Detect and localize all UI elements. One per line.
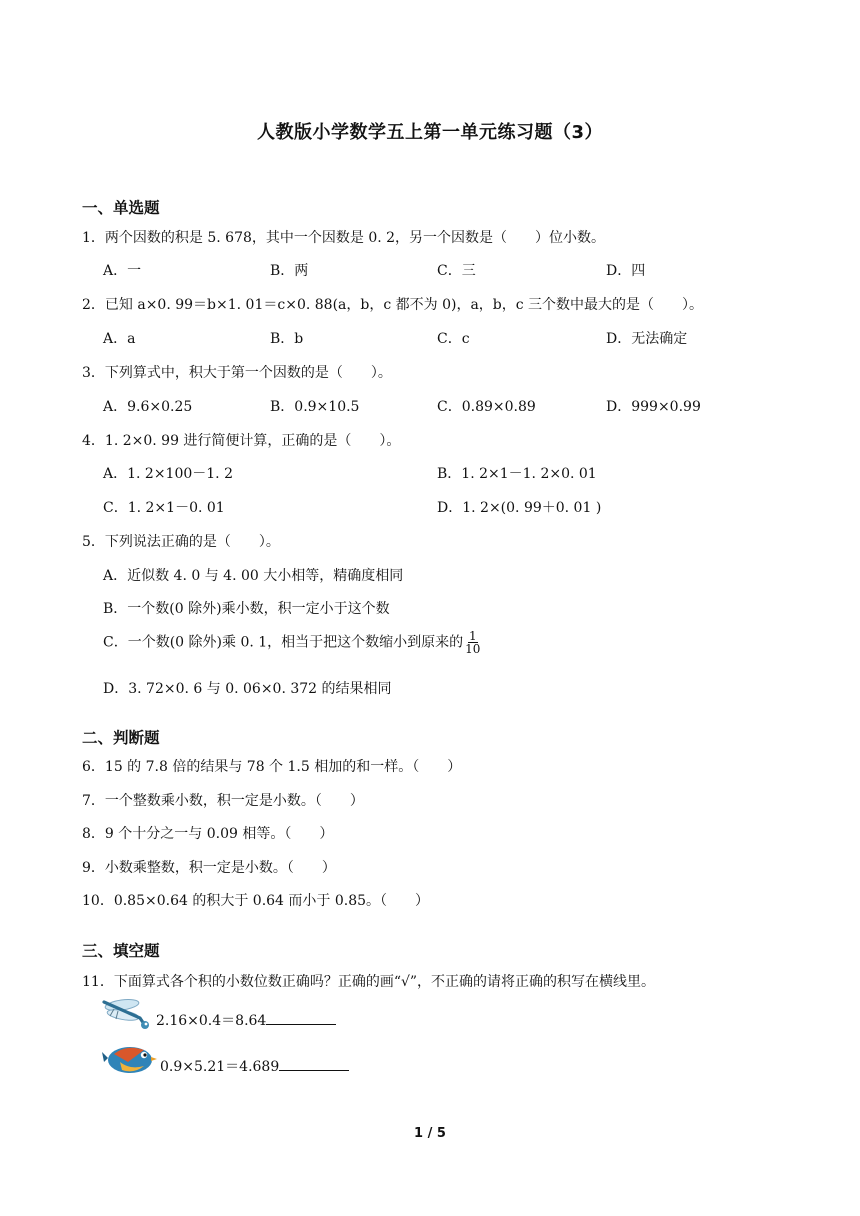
bird-icon xyxy=(100,1040,158,1078)
equation-2-text: 0.9×5.21＝4.689 xyxy=(160,1059,280,1075)
q3-option-d: D．999×0.99 xyxy=(606,399,701,415)
q4-option-c: C．1. 2×1－0. 01 xyxy=(103,500,225,516)
equation-2 xyxy=(160,1056,349,1076)
question-2: 2．已知 a×0. 99＝b×1. 01＝c×0. 88(a，b，c 都不为 0)，a，b，c 三个数中最大的是（ ）。 xyxy=(82,297,704,313)
q5-option-b: B．一个数(0 除外)乘小数，积一定小于这个数 xyxy=(103,601,390,617)
question-6: 6．15 的 7.8 倍的结果与 78 个 1.5 相加的和一样。（ ） xyxy=(82,759,462,775)
q2-option-c: C．c xyxy=(437,331,470,347)
answer-blank-1[interactable] xyxy=(266,1012,336,1025)
question-4: 4．1. 2×0. 99 进行简便计算，正确的是（ ）。 xyxy=(82,433,401,449)
question-7: 7．一个整数乘小数，积一定是小数。（ ） xyxy=(82,793,364,809)
section-heading-fill-blank: 三、填空题 xyxy=(82,942,160,960)
q2-option-b: B．b xyxy=(270,331,304,347)
dragonfly-icon xyxy=(100,996,154,1032)
section-heading-true-false: 二、判断题 xyxy=(82,729,160,747)
q3-option-a: A．9.6×0.25 xyxy=(103,399,193,415)
fraction-denominator: 10 xyxy=(465,642,481,656)
q1-option-d: D．四 xyxy=(606,263,646,279)
page-number: 1 / 5 xyxy=(414,1126,446,1141)
equation-1 xyxy=(156,1010,336,1030)
q4-option-d: D．1. 2×(0. 99＋0. 01 ) xyxy=(437,500,602,516)
q2-option-d: D．无法确定 xyxy=(606,331,688,347)
section-heading-single-choice: 一、单选题 xyxy=(82,199,160,217)
q4-option-b: B．1. 2×1－1. 2×0. 01 xyxy=(437,466,597,482)
q1-option-a: A．一 xyxy=(103,263,142,279)
q1-option-b: B．两 xyxy=(270,263,309,279)
equation-1-text: 2.16×0.4＝8.64 xyxy=(156,1013,267,1029)
q3-option-b: B．0.9×10.5 xyxy=(270,399,360,415)
fraction xyxy=(464,630,481,655)
q5-option-d: D．3. 72×0. 6 与 0. 06×0. 372 的结果相同 xyxy=(103,681,392,697)
q4-option-a: A．1. 2×100－1. 2 xyxy=(103,466,233,482)
q2-option-a: A．a xyxy=(103,331,136,347)
question-5: 5．下列说法正确的是（ ）。 xyxy=(82,534,280,550)
question-1: 1．两个因数的积是 5. 678，其中一个因数是 0. 2，另一个因数是（ ）位小数。 xyxy=(82,230,606,246)
q5-option-c-text: C．一个数(0 除外)乘 0. 1，相当于把这个数缩小到原来的 xyxy=(103,634,464,651)
q5-option-c xyxy=(103,630,481,655)
question-11: 11．下面算式各个积的小数位数正确吗？正确的画“√”，不正确的请将正确的积写在横线里。 xyxy=(82,974,656,990)
page-title: 人教版小学数学五上第一单元练习题（3） xyxy=(256,122,604,143)
q1-option-c: C．三 xyxy=(437,263,476,279)
answer-blank-2[interactable] xyxy=(279,1058,349,1071)
q5-option-a: A．近似数 4. 0 与 4. 00 大小相等，精确度相同 xyxy=(103,568,404,584)
question-9: 9．小数乘整数，积一定是小数。（ ） xyxy=(82,860,336,876)
fraction-numerator: 1 xyxy=(468,629,477,643)
question-10: 10．0.85×0.64 的积大于 0.64 而小于 0.85。（ ） xyxy=(82,893,430,909)
q3-option-c: C．0.89×0.89 xyxy=(437,399,536,415)
question-3: 3．下列算式中，积大于第一个因数的是（ ）。 xyxy=(82,365,392,381)
question-8: 8．9 个十分之一与 0.09 相等。（ ） xyxy=(82,826,334,842)
